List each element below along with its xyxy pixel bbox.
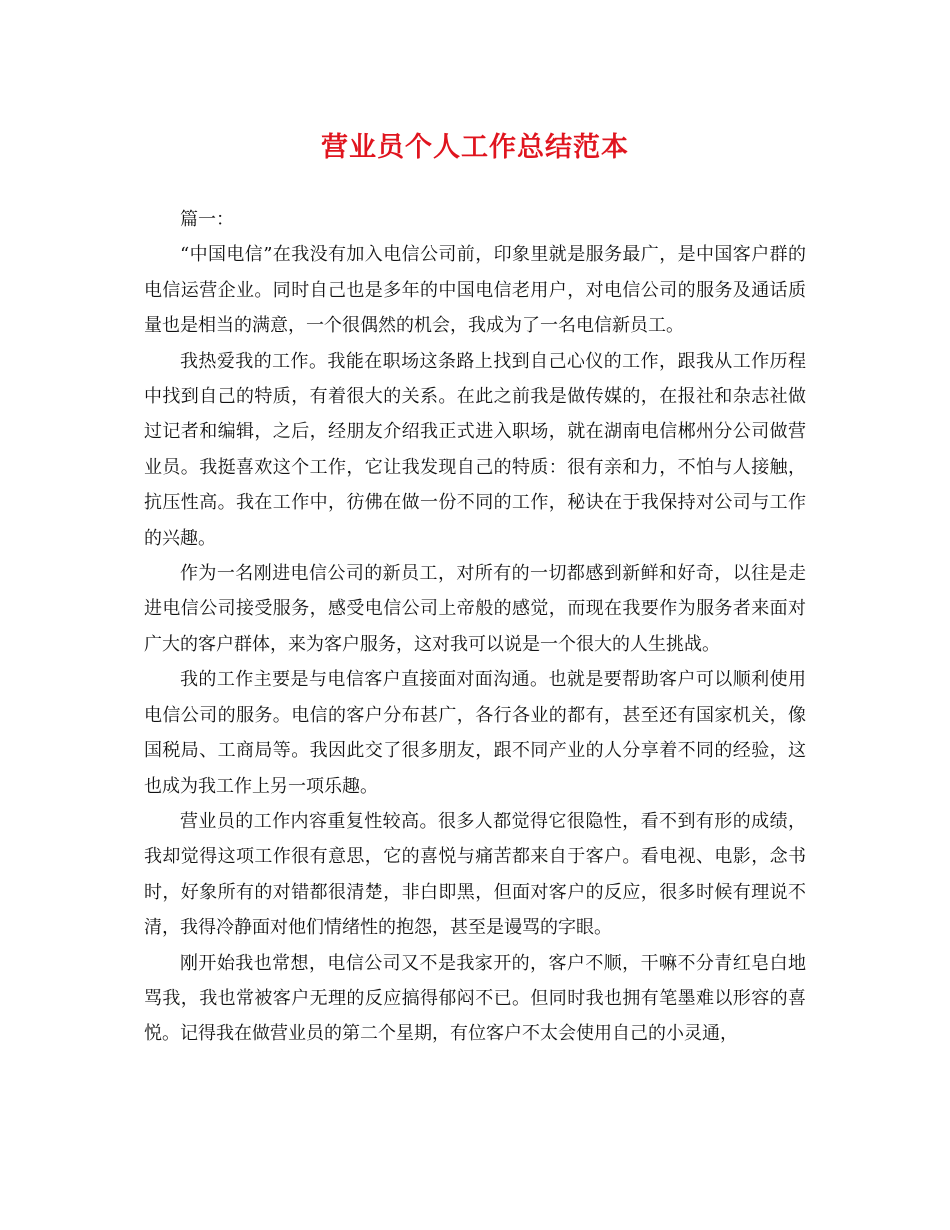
document-body [144, 202, 806, 1052]
paragraph: 作为一名刚进电信公司的新员工，对所有的一切都感到新鲜和好奇，以往是走进电信公司接受服务，感受电信公司上帝般的感觉，而现在我要作为服务者来面对广大的客户群体，来为客户服务，这对我可以说是一个很大的人生挑战。 [144, 563, 806, 655]
document-title: 营业员个人工作总结范本 [321, 132, 629, 163]
paragraph: 我热爱我的工作。我能在职场这条路上找到自己心仪的工作，跟我从工作历程中找到自己的特质，有着很大的关系。在此之前我是做传媒的，在报社和杂志社做过记者和编辑，之后，经朋友介绍我正式进入职场，就在湖南电信郴州分公司做营业员。我挺喜欢这个工作，它让我发现自己的特质：很有亲和力，不怕与人接触，抗压性高。我在工作中，彷佛在做一份不同的工作，秘诀在于我保持对公司与工作的兴趣。 [144, 350, 806, 549]
paragraph: 刚开始我也常想，电信公司又不是我家开的，客户不顺，干嘛不分青红皂白地骂我，我也常被客户无理的反应搞得郁闷不已。但同时我也拥有笔墨难以形容的喜悦。记得我在做营业员的第二个星期，有位客户不太会使用自己的小灵通， [144, 952, 806, 1045]
paragraph: “中国电信”在我没有加入电信公司前，印象里就是服务最广，是中国客户群的电信运营企业。同时自己也是多年的中国电信老用户，对电信公司的服务及通话质量也是相当的满意，一个很偶然的机会，我成为了一名电信新员工。 [144, 244, 806, 337]
paragraph: 营业员的工作内容重复性较高。很多人都觉得它很隐性，看不到有形的成绩，我却觉得这项工作很有意思，它的喜悦与痛苦都来自于客户。看电视、电影，念书时，好象所有的对错都很清楚，非白即黑，但面对客户的反应，很多时候有理说不清，我得冷静面对他们情绪性的抱怨，甚至是谩骂的字眼。 [144, 810, 806, 939]
section-label: 篇一： [180, 209, 234, 230]
paragraph: 我的工作主要是与电信客户直接面对面沟通。也就是要帮助客户可以顺利使用电信公司的服务。电信的客户分布甚广，各行各业的都有，甚至还有国家机关，像国税局、工商局等。我因此交了很多朋友，跟不同产业的人分享着不同的经验，这也成为我工作上另一项乐趣。 [144, 669, 806, 797]
